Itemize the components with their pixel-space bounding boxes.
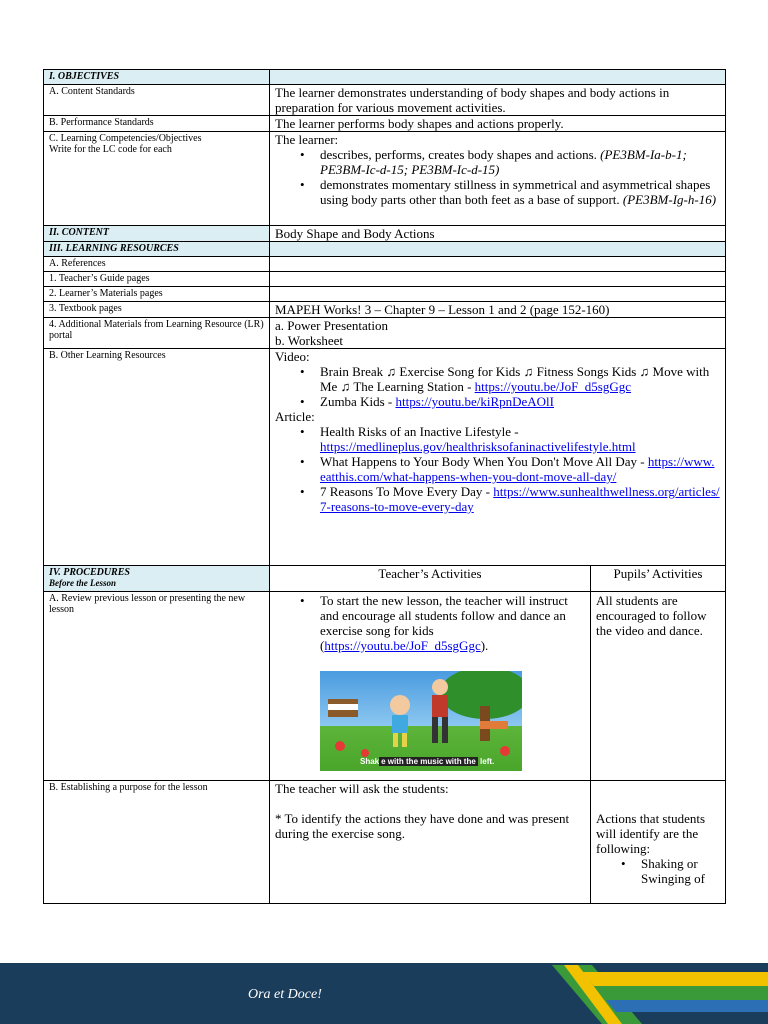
other-resources-label: B. Other Learning Resources (44, 349, 270, 566)
additional-materials-label: 4. Additional Materials from Learning Resource (LR) portal (44, 318, 270, 349)
article-item: • What Happens to Your Body When You Don't Move All Day - https://www.eatthis.com/what-happens-when-you-dont-move-all-day/ (320, 454, 720, 484)
objectives-header: I. OBJECTIVES (44, 70, 270, 85)
competency-code: (PE3BM-Ig-h-16) (622, 192, 717, 207)
purpose-pupil-intro: Actions that students will identify are the following: (596, 811, 706, 856)
competencies-intro: The learner: (275, 132, 339, 147)
footer-stripes-icon (552, 960, 768, 1024)
additional-item: a. Power Presentation (275, 318, 389, 333)
additional-item: b. Worksheet (275, 333, 344, 348)
review-lesson-label: A. Review previous lesson or presenting the new lesson (44, 592, 270, 781)
resources-header: III. LEARNING RESOURCES (44, 242, 270, 257)
video-item: • Brain Break ♫ Exercise Song for Kids ♫ Fitness Songs Kids ♫ Move with Me ♫ The Learning Station - https://youtu.be/JoF_d5sgGgc (320, 364, 720, 394)
teacher-activity-item: • To start the new lesson, the teacher will instruct and encourage all students follow and dance an exercise song for kids (https://youtu.be/JoF_d5sgGgc). (320, 593, 585, 653)
learners-materials-label: 2. Learner’s Materials pages (44, 287, 270, 302)
article-link[interactable]: https://www.sunhealthwellness.org/articles/7-reasons-to-move-every-day (320, 484, 720, 514)
performance-standards-label: B. Performance Standards (44, 116, 270, 132)
teacher-activities-header: Teacher’s Activities (270, 566, 591, 592)
competencies-label-line1: C. Learning Competencies/Objectives (49, 133, 202, 144)
article-link[interactable]: https://medlineplus.gov/healthrisksofaninactivelifestyle.html (320, 439, 636, 454)
teachers-guide-label: 1. Teacher’s Guide pages (44, 272, 270, 287)
purpose-teacher-activity (270, 781, 591, 904)
purpose-label: B. Establishing a purpose for the lesson (44, 781, 270, 904)
exercise-song-image (320, 671, 522, 771)
competency-item: • describes, performs, creates body shapes and actions. (PE3BM-Ia-b-1; PE3BM-Ic-d-15; PE3BM-Ic-d-15) (320, 147, 720, 177)
video-link[interactable]: https://youtu.be/kiRpnDeAOlI (395, 394, 554, 409)
purpose-question-intro: The teacher will ask the students: (275, 781, 449, 796)
article-link[interactable]: https://www.eatthis.com/what-happens-when-you-dont-move-all-day/ (320, 454, 715, 484)
lesson-plan-table (43, 69, 726, 904)
other-resources-text (270, 349, 726, 566)
procedures-header: IV. PROCEDURES Before the Lesson (44, 566, 270, 592)
video-item: • Zumba Kids - https://youtu.be/kiRpnDeAOlI (320, 394, 720, 409)
article-heading: Article: (275, 409, 315, 424)
article-item: • 7 Reasons To Move Every Day - https://www.sunhealthwellness.org/articles/7-reasons-to-move-every-day (320, 484, 720, 514)
video-link[interactable]: https://youtu.be/JoF_d5sgGgc (474, 379, 632, 394)
content-header: II. CONTENT (44, 226, 270, 242)
purpose-pupil-activity (591, 781, 726, 904)
article-item: • Health Risks of an Inactive Lifestyle - https://medlineplus.gov/healthrisksofaninactivelifestyle.html (320, 424, 720, 454)
pupil-action-item: • Shaking or Swinging of (641, 856, 720, 886)
additional-materials-text (270, 318, 726, 349)
exercise-song-link[interactable]: https://youtu.be/JoF_d5sgGgc (324, 638, 481, 653)
performance-standards-text: The learner performs body shapes and actions properly. (270, 116, 726, 132)
content-standards-label: A. Content Standards (44, 85, 270, 116)
competencies-text (270, 132, 726, 226)
purpose-question: * To identify the actions they have done and was present during the exercise song. (275, 811, 570, 841)
textbook-label: 3. Textbook pages (44, 302, 270, 318)
textbook-text: MAPEH Works! 3 – Chapter 9 – Lesson 1 and 2 (page 152-160) (270, 302, 726, 318)
school-motto: Ora et Doce! (248, 987, 322, 1002)
image-caption: Shak e with the music with the left. (360, 757, 495, 766)
competencies-label (44, 132, 270, 226)
competencies-label-line2: Write for the LC code for each (49, 144, 172, 155)
content-text: Body Shape and Body Actions (270, 226, 726, 242)
procedures-subheader: Before the Lesson (49, 578, 116, 588)
content-standards-text: The learner demonstrates understanding of body shapes and body actions in preparation for various movement activities. (270, 85, 726, 116)
references-label: A. References (44, 257, 270, 272)
review-pupil-activity: All students are encouraged to follow the video and dance. (591, 592, 726, 781)
competency-code: (PE3BM-Ia-b-1; PE3BM-Ic-d-15; PE3BM-Ic-d-15) (320, 147, 687, 177)
pupils-activities-header: Pupils’ Activities (591, 566, 726, 592)
review-teacher-activity (270, 592, 591, 781)
competency-item: • demonstrates momentary stillness in symmetrical and asymmetrical shapes using body parts other than both feet as a base of support. (PE3BM-Ig-h-16) (320, 177, 720, 207)
video-heading: Video: (275, 349, 310, 364)
